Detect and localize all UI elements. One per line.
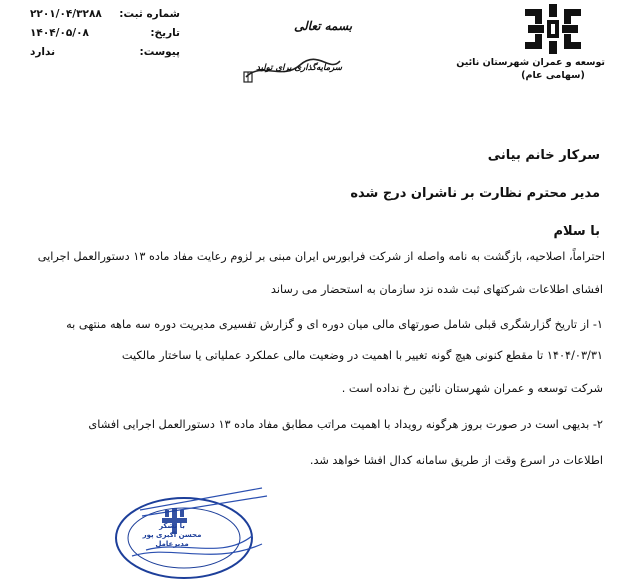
company-stamp (112, 486, 272, 580)
company-name: توسعه و عمران شهرستان نائین (456, 57, 605, 68)
body-line: ۱- از تاریخ گزارشگری قبلی شامل صورتهای مالی میان دوره ای و گزارش تفسیری مدیریت دوره سه ماهه منتهی به (66, 318, 603, 331)
body-line: احتراماً، اصلاحیه، بازگشت به نامه واصله از شرکت فرابورس ایران مبنی بر لزوم رعایت مفاد ماده ۱۳ دستورالعمل اجرایی (37, 250, 605, 263)
body-line: افشای اطلاعات شرکتهای ثبت شده نزد سازمان به استحضار می رساند (270, 283, 603, 296)
body-line: شرکت توسعه و عمران شهرستان نائین رخ نداده است . (341, 382, 603, 395)
bismillah-calligraphy: بسمه تعالی (294, 19, 353, 33)
registration-value: ۲۲۰۱/۰۴/۳۲۸۸ (30, 8, 102, 20)
body-line: ۲- بدیهی است در صورت بروز هرگونه رویداد با اهمیت مراتب مطابق مفاد ماده ۱۳ دستورالعمل اجرایی افشای (88, 418, 603, 431)
year-slogan-text: سرمایه‌گذاری برای تولید (256, 63, 342, 73)
letter-meta (30, 8, 180, 65)
attachment-row (30, 46, 180, 65)
date-value: ۱۴۰۴/۰۵/۰۸ (30, 27, 89, 39)
company-logo (501, 4, 605, 54)
body-line: ۱۴۰۴/۰۳/۳۱ تا مقطع کنونی هیچ گونه تغییر با اهمیت در وضعیت مالی عملکرد عملیاتی یا ساختار مالکیت (121, 349, 603, 362)
greeting: با سلام (553, 224, 600, 239)
recipient-name: سرکار خانم بیانی (487, 148, 600, 163)
attachment-label: پیوست: (139, 46, 180, 58)
company-type: (سهامی عام) (521, 70, 585, 81)
company-block (456, 4, 605, 82)
attachment-value: ندارد (30, 46, 56, 58)
stamp-line-1: با تشکر (159, 522, 185, 530)
registration-row (30, 8, 180, 27)
registration-label: شماره ثبت: (119, 8, 180, 20)
recipient-title: مدیر محترم نظارت بر ناشران درج شده (350, 186, 600, 201)
body-line: اطلاعات در اسرع وقت از طریق سامانه کدال افشا خواهد شد. (309, 454, 603, 467)
date-row (30, 27, 180, 46)
stamp-text (112, 522, 232, 549)
date-label: تاریخ: (150, 27, 180, 39)
stamp-line-3: مدیرعامل (155, 540, 189, 548)
stamp-line-2: محسن اکبری پور (142, 531, 202, 539)
year-slogan-emblem (242, 55, 344, 85)
